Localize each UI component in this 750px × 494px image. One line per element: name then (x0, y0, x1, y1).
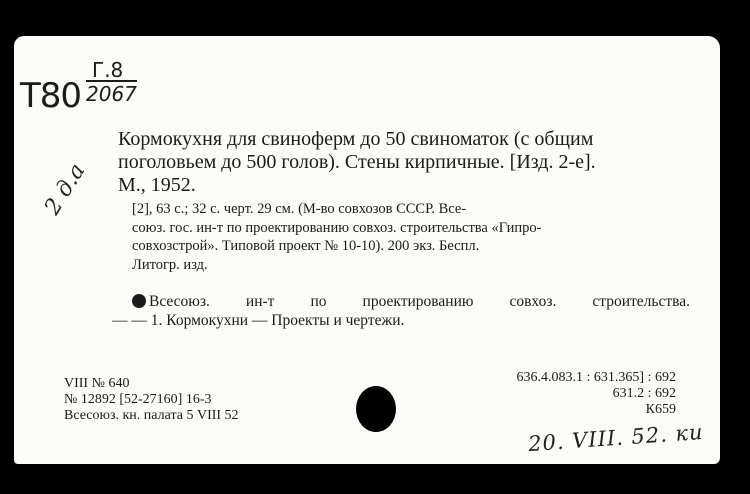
title-line: Кормокухня для свиноферм до 50 свиноматок (с общим (118, 128, 594, 150)
subject-text: Всесоюз. ин-т по проектированию совхоз. строительства. (149, 293, 690, 310)
handwritten-side-note: 2 д.а (40, 159, 91, 220)
subject-line: — — 1. Кормокухни — Проекты и чертежи. (112, 312, 405, 329)
record-title (118, 128, 708, 197)
imprint-line: [2], 63 с.; 32 с. черт. 29 см. (М-во совхозов СССР. Все- (132, 201, 467, 217)
call-number-fraction (86, 60, 137, 104)
udc-line: К659 (645, 402, 676, 417)
tracing-bullet-icon (132, 294, 146, 308)
footer-left-line: VIII № 640 (64, 376, 130, 391)
catalog-card (14, 36, 720, 464)
title-line: М., 1952. (118, 174, 196, 196)
footer-left (64, 376, 239, 424)
call-number-main: Т80 (20, 76, 82, 116)
imprint-block (132, 200, 712, 274)
punch-hole (356, 386, 396, 432)
footer-left-line: № 12892 [52-27160] 16-3 (64, 392, 212, 407)
title-line: поголовьем до 500 голов). Стены кирпичные. [Изд. 2-е]. (118, 151, 596, 173)
imprint-line: союз. гос. ин-т по проектированию совхоз. строительства «Гипро- (132, 219, 542, 236)
call-number-numerator: Г.8 (92, 58, 124, 82)
imprint-line: совхозстрой». Типовой проект № 10-10). 200 экз. Беспл. (132, 238, 480, 254)
footer-right (517, 370, 676, 418)
call-number-denominator: 2067 (86, 82, 137, 106)
handwritten-date: 20. VIII. 52. ки (527, 419, 705, 457)
udc-line: 636.4.083.1 : 631.365] : 692 (516, 370, 676, 385)
udc-line: 631.2 : 692 (612, 386, 676, 401)
subject-line (132, 292, 690, 311)
imprint-line: Литогр. изд. (132, 256, 208, 273)
footer-left-line: Всесоюз. кн. палата 5 VIII 52 (64, 408, 239, 423)
subject-block (112, 292, 690, 330)
